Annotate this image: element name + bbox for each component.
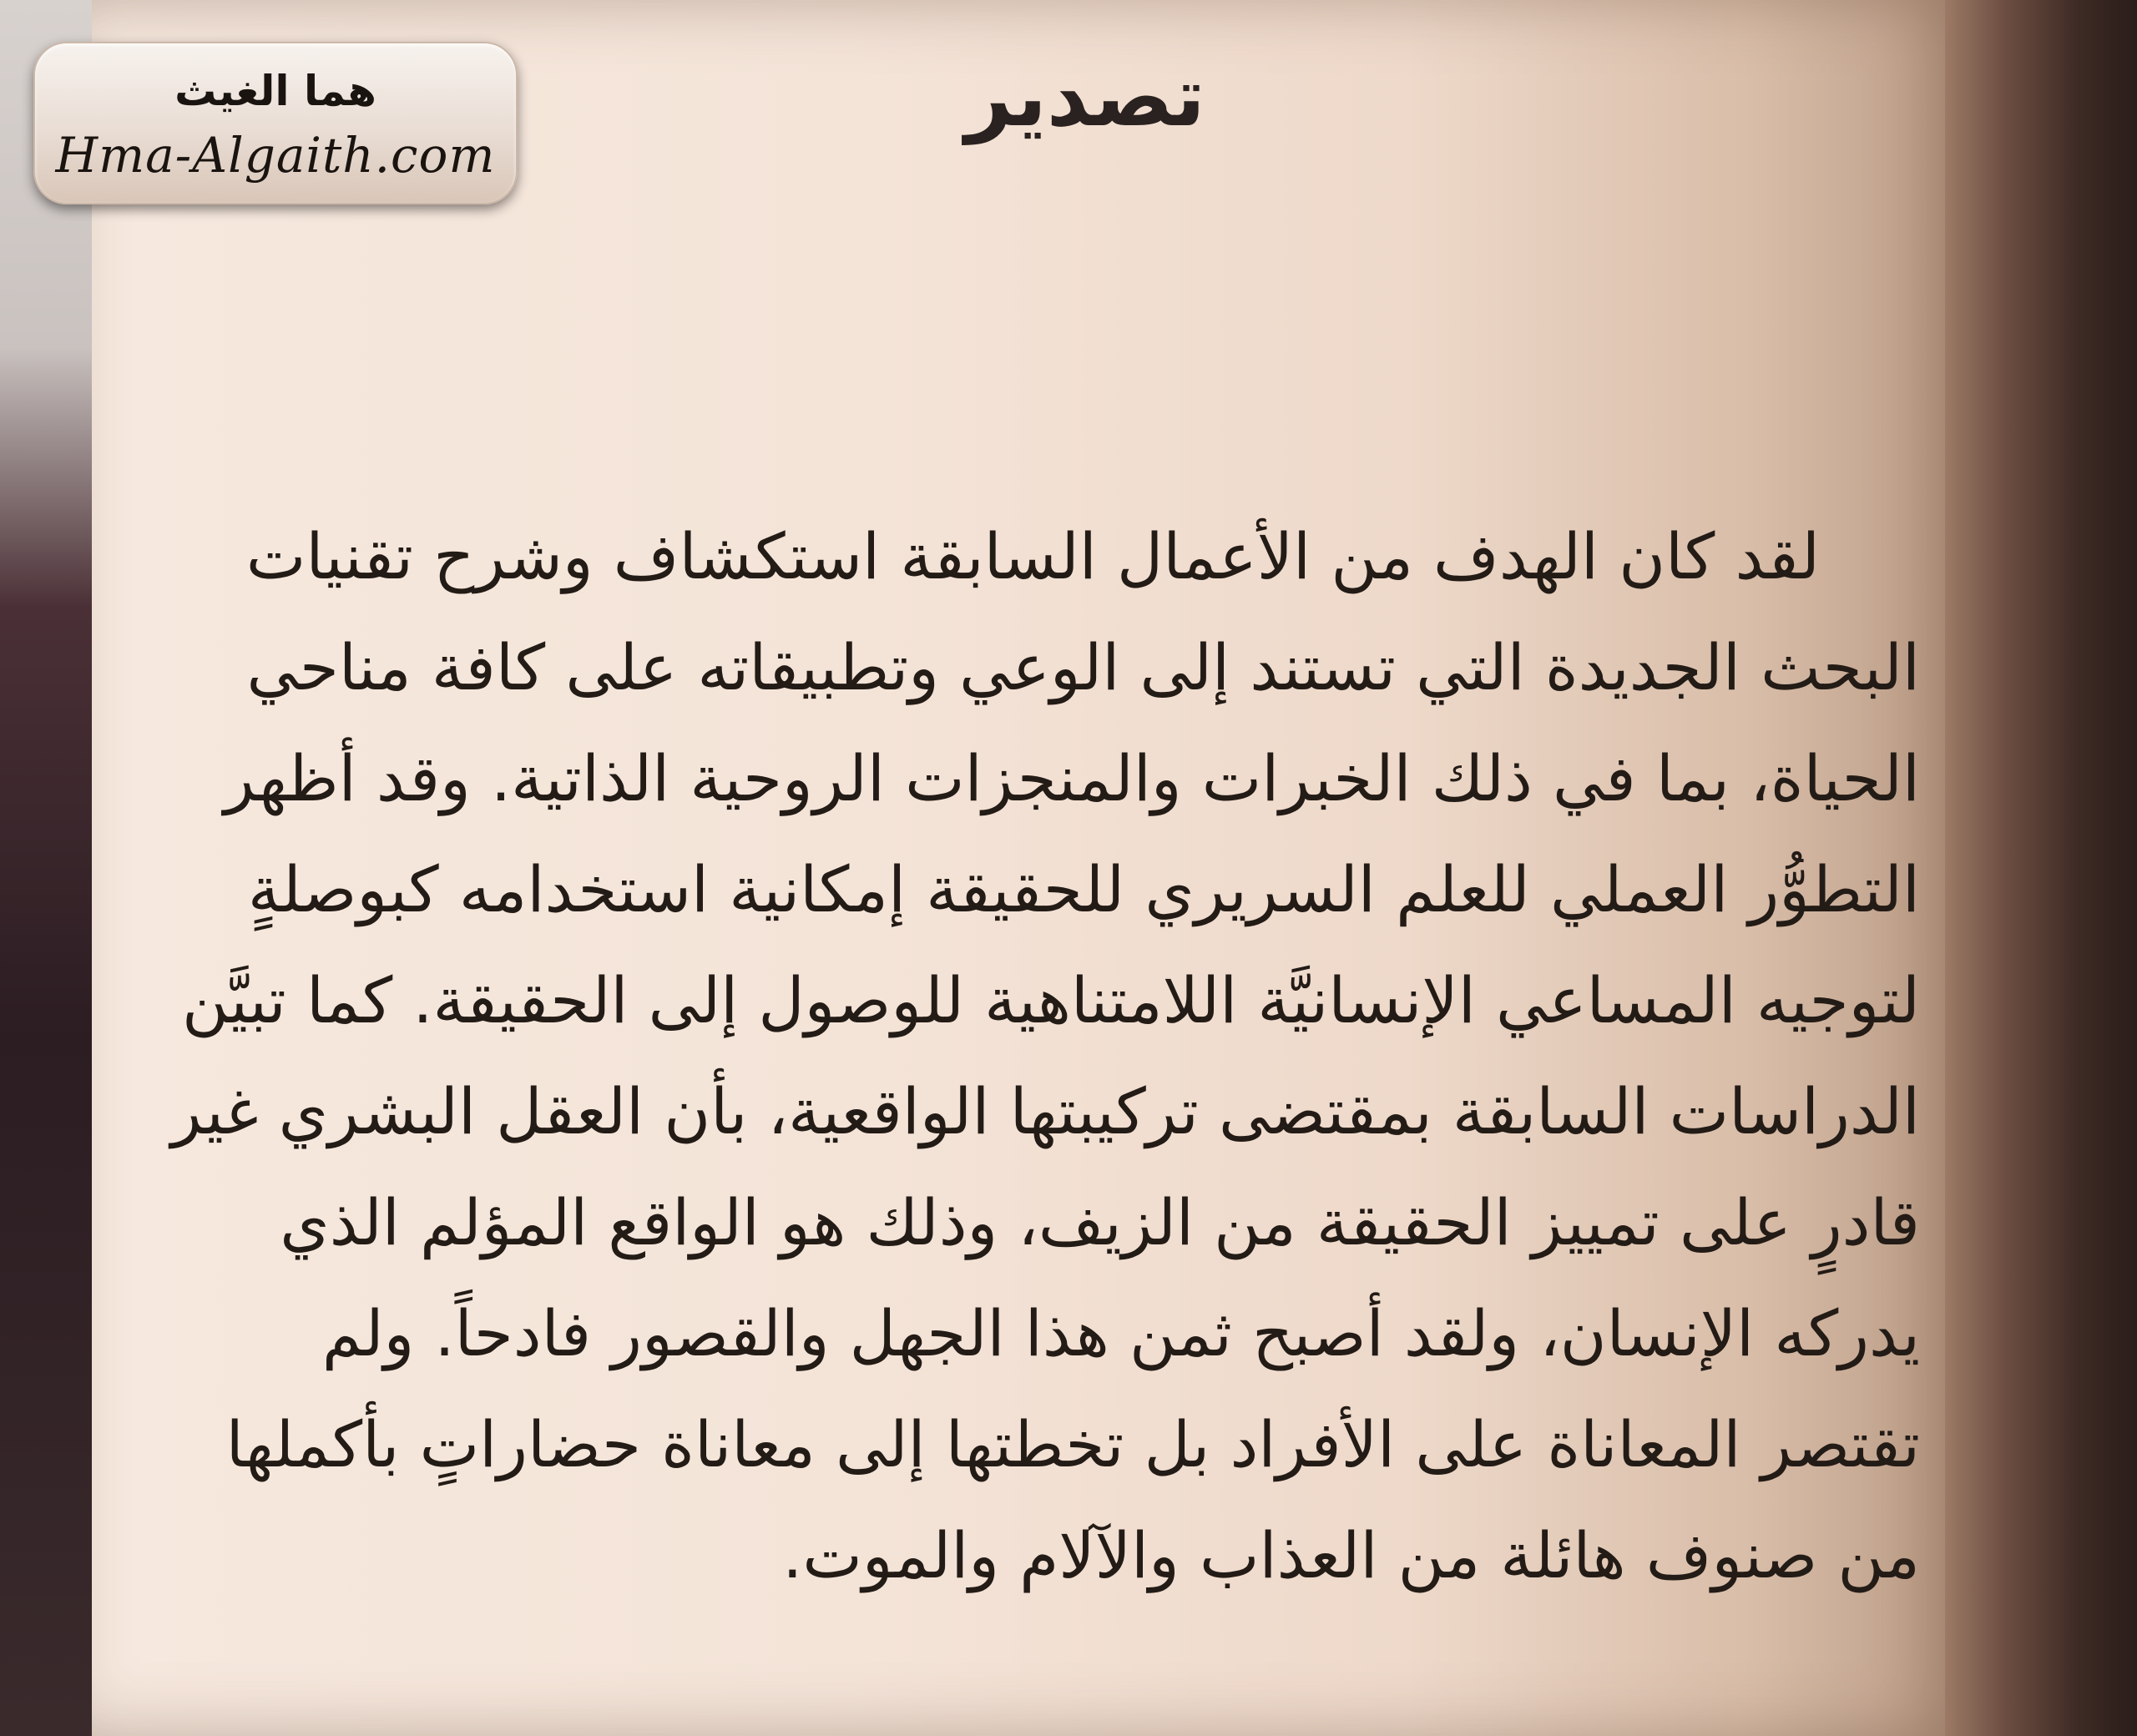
text-line-8: يدركه الإنسان، ولقد أصبح ثمن هذا الجهل والقصور فادحاً. ولم bbox=[321, 1296, 1920, 1370]
watermark-site-text: Hma-Algaith.com bbox=[55, 127, 496, 184]
text-line-7: قادرٍ على تمييز الحقيقة من الزيف، وذلك هو الواقع المؤلم الذي bbox=[280, 1185, 1920, 1259]
text-line-4: التطوُّر العملي للعلم السريري للحقيقة إمكانية استخدامه كبوصلةٍ bbox=[247, 852, 1920, 926]
body-paragraph bbox=[170, 501, 1920, 1611]
watermark-badge bbox=[33, 42, 518, 204]
book-gutter bbox=[1945, 0, 2137, 1736]
text-line-2: البحث الجديدة التي تستند إلى الوعي وتطبيقاته على كافة مناحي bbox=[246, 630, 1920, 704]
text-line-3: الحياة، بما في ذلك الخبرات والمنجزات الروحية الذاتية. وقد أظهر bbox=[224, 741, 1920, 815]
text-line-6: الدراسات السابقة بمقتضى تركيبتها الواقعية، بأن العقل البشري غير bbox=[170, 1074, 1920, 1148]
text-line-5: لتوجيه المساعي الإنسانيَّة اللامتناهية للوصول إلى الحقيقة. كما تبيَّن bbox=[181, 963, 1920, 1037]
text-line-10: من صنوف هائلة من العذاب والآلام والموت. bbox=[782, 1518, 1920, 1592]
page-title: تصدير bbox=[965, 50, 1205, 145]
text-line-1: لقد كان الهدف من الأعمال السابقة استكشاف وشرح تقنيات bbox=[245, 519, 1820, 593]
watermark-arabic-text: هما الغيث bbox=[174, 67, 376, 115]
text-line-9: تقتصر المعاناة على الأفراد بل تخطتها إلى معاناة حضاراتٍ بأكملها bbox=[225, 1407, 1920, 1481]
